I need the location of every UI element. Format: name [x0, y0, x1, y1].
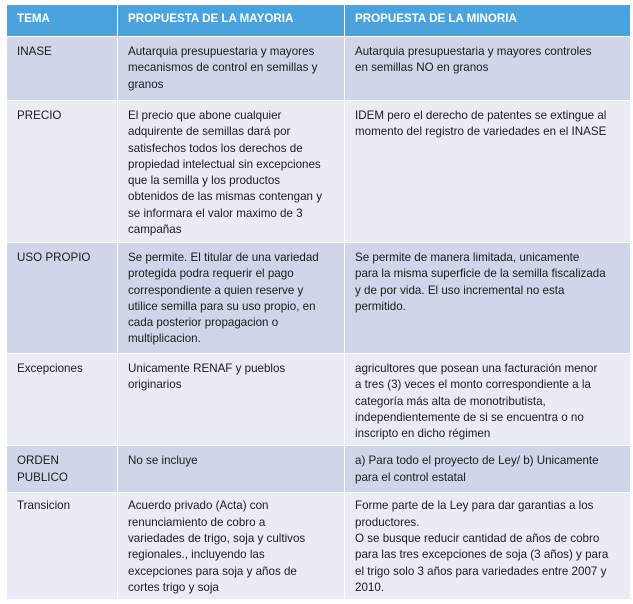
comparison-table	[6, 4, 631, 600]
header-minoria: PROPUESTA DE LA MINORIA	[345, 5, 631, 37]
cell-minoria: a) Para todo el proyecto de Ley/ b) Unicamente para el control estatal	[345, 446, 631, 493]
header-mayoria: PROPUESTA DE LA MAYORIA	[118, 5, 345, 37]
table-row-orden-publico	[7, 446, 631, 493]
cell-tema: USO PROPIO	[7, 243, 118, 354]
cell-tema: ORDEN PUBLICO	[7, 446, 118, 493]
table-row-excepciones	[7, 354, 631, 446]
cell-minoria: IDEM pero el derecho de patentes se extingue al momento del registro de variedades en el INASE	[345, 101, 631, 243]
cell-mayoria: Unicamente RENAF y pueblos originarios	[118, 354, 345, 446]
cell-minoria: Autarquia presupuestaria y mayores controles en semillas NO en granos	[345, 37, 631, 101]
cell-minoria: agricultores que posean una facturación menor a tres (3) veces el monto correspondiente a la categoría más alta de monotributista, independientemente de si se encuentra o no inscripto en dicho régimen	[345, 354, 631, 446]
cell-minoria: Se permite de manera limitada, unicamente para la misma superficie de la semilla fiscalizada y de por vida. El uso incremental no esta permitido.	[345, 243, 631, 354]
cell-mayoria: El precio que abone cualquier adquirente de semillas dará por satisfechos todos los derechos de propiedad intelectual sin excepciones que la semilla y los productos obtenidos de las mismas contengan y se informara el valor maximo de 3 campañas	[118, 101, 345, 243]
cell-mayoria: Acuerdo privado (Acta) con renunciamiento de cobro a variedades de trigo, soja y cultivos regionales., incluyendo las excepciones para soja y años de cortes trigo y soja	[118, 493, 345, 600]
header-row	[7, 5, 631, 37]
cell-tema: Excepciones	[7, 354, 118, 446]
cell-tema: PRECIO	[7, 101, 118, 243]
cell-mayoria: No se incluye	[118, 446, 345, 493]
table-row-uso-propio	[7, 243, 631, 354]
cell-minoria: Forme parte de la Ley para dar garantias a los productores. O se busque reducir cantidad de años de cobro para las tres excepciones de soja (3 años) y para el trigo solo 3 años para variedades entre 2007 y 2010.	[345, 493, 631, 600]
header-tema: TEMA	[7, 5, 118, 37]
cell-mayoria: Autarquia presupuestaria y mayores mecanismos de control en semillas y granos	[118, 37, 345, 101]
cell-tema: INASE	[7, 37, 118, 101]
table-row-inase	[7, 37, 631, 101]
cell-tema: Transicion	[7, 493, 118, 600]
cell-mayoria: Se permite. El titular de una variedad protegida podra requerir el pago correspondiente a quien reserve y utilice semilla para su uso propio, en cada posterior propagacion o multiplicacion.	[118, 243, 345, 354]
table-row-transicion	[7, 493, 631, 600]
table-row-precio	[7, 101, 631, 243]
